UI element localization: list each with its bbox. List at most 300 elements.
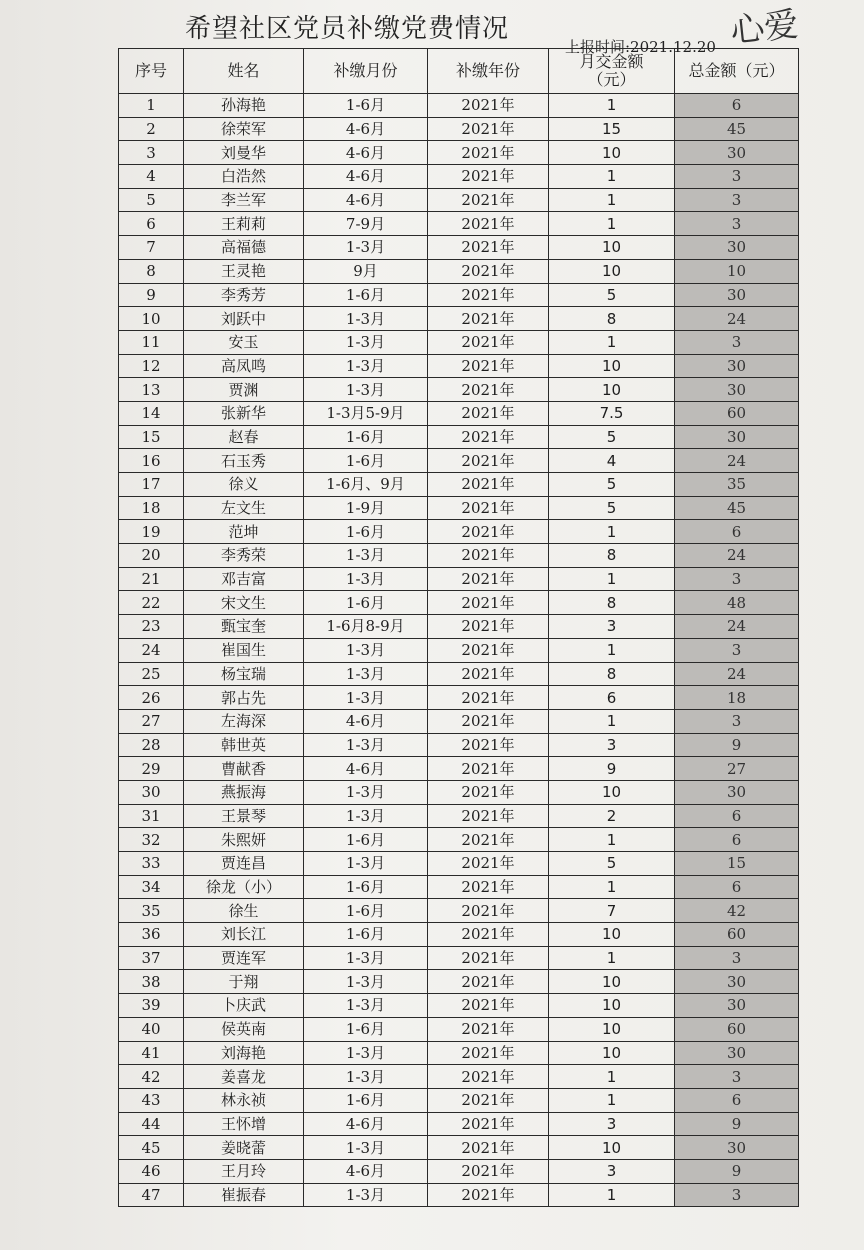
total-amount: 60 — [675, 923, 799, 947]
row-index: 30 — [119, 780, 184, 804]
row-index: 4 — [119, 165, 184, 189]
total-amount: 3 — [675, 638, 799, 662]
total-amount: 9 — [675, 733, 799, 757]
table-row — [119, 875, 799, 899]
monthly-amount: 1 — [549, 520, 675, 544]
monthly-amount: 5 — [549, 283, 675, 307]
row-index: 40 — [119, 1017, 184, 1041]
payment-year: 2021年 — [428, 994, 549, 1018]
monthly-amount: 10 — [549, 236, 675, 260]
payment-months: 1-3月 — [304, 946, 428, 970]
row-index: 33 — [119, 852, 184, 876]
monthly-amount: 1 — [549, 212, 675, 236]
table-row — [119, 165, 799, 189]
member-name: 甄宝奎 — [184, 615, 304, 639]
payment-year: 2021年 — [428, 804, 549, 828]
member-name: 朱熙妍 — [184, 828, 304, 852]
table-row — [119, 994, 799, 1018]
row-index: 16 — [119, 449, 184, 473]
payment-months: 1-6月 — [304, 875, 428, 899]
header-monthly-amount: 月交金额（元） — [549, 49, 675, 94]
payment-year: 2021年 — [428, 544, 549, 568]
payment-year: 2021年 — [428, 236, 549, 260]
payment-year: 2021年 — [428, 520, 549, 544]
table-row — [119, 544, 799, 568]
table-row — [119, 662, 799, 686]
member-name: 王灵艳 — [184, 259, 304, 283]
member-name: 安玉 — [184, 330, 304, 354]
table-row — [119, 733, 799, 757]
row-index: 28 — [119, 733, 184, 757]
total-amount: 3 — [675, 1065, 799, 1089]
row-index: 32 — [119, 828, 184, 852]
member-name: 高福德 — [184, 236, 304, 260]
member-name: 于翔 — [184, 970, 304, 994]
row-index: 42 — [119, 1065, 184, 1089]
member-name: 卜庆武 — [184, 994, 304, 1018]
table-row — [119, 1136, 799, 1160]
total-amount: 6 — [675, 804, 799, 828]
payment-months: 1-3月 — [304, 638, 428, 662]
monthly-amount: 3 — [549, 1112, 675, 1136]
payment-months: 1-6月 — [304, 449, 428, 473]
member-name: 左海深 — [184, 709, 304, 733]
member-name: 燕振海 — [184, 780, 304, 804]
table-row — [119, 852, 799, 876]
table-row — [119, 923, 799, 947]
payment-months: 1-6月 — [304, 94, 428, 118]
member-name: 贾渊 — [184, 378, 304, 402]
monthly-amount: 10 — [549, 1017, 675, 1041]
member-name: 刘长江 — [184, 923, 304, 947]
payment-year: 2021年 — [428, 165, 549, 189]
monthly-amount: 7.5 — [549, 401, 675, 425]
row-index: 47 — [119, 1183, 184, 1207]
member-name: 李兰军 — [184, 188, 304, 212]
row-index: 21 — [119, 567, 184, 591]
row-index: 8 — [119, 259, 184, 283]
monthly-amount: 10 — [549, 1136, 675, 1160]
monthly-amount: 1 — [549, 828, 675, 852]
member-name: 郭占先 — [184, 686, 304, 710]
total-amount: 3 — [675, 1183, 799, 1207]
payment-months: 4-6月 — [304, 188, 428, 212]
table-row — [119, 283, 799, 307]
monthly-amount: 4 — [549, 449, 675, 473]
monthly-amount: 5 — [549, 473, 675, 497]
monthly-amount: 10 — [549, 923, 675, 947]
total-amount: 6 — [675, 828, 799, 852]
total-amount: 24 — [675, 449, 799, 473]
total-amount: 30 — [675, 283, 799, 307]
payment-months: 1-6月 — [304, 899, 428, 923]
payment-year: 2021年 — [428, 615, 549, 639]
total-amount: 30 — [675, 378, 799, 402]
monthly-amount: 1 — [549, 1065, 675, 1089]
row-index: 34 — [119, 875, 184, 899]
row-index: 36 — [119, 923, 184, 947]
payment-months: 1-6月 — [304, 283, 428, 307]
table-row — [119, 94, 799, 118]
payment-year: 2021年 — [428, 852, 549, 876]
table-row — [119, 1112, 799, 1136]
payment-year: 2021年 — [428, 1136, 549, 1160]
payment-year: 2021年 — [428, 188, 549, 212]
row-index: 6 — [119, 212, 184, 236]
monthly-amount: 1 — [549, 1088, 675, 1112]
member-name: 杨宝瑞 — [184, 662, 304, 686]
payment-months: 4-6月 — [304, 141, 428, 165]
total-amount: 42 — [675, 899, 799, 923]
table-row — [119, 757, 799, 781]
row-index: 26 — [119, 686, 184, 710]
payment-year: 2021年 — [428, 259, 549, 283]
total-amount: 30 — [675, 994, 799, 1018]
row-index: 13 — [119, 378, 184, 402]
monthly-amount: 10 — [549, 259, 675, 283]
row-index: 25 — [119, 662, 184, 686]
row-index: 19 — [119, 520, 184, 544]
table-row — [119, 141, 799, 165]
monthly-amount: 3 — [549, 615, 675, 639]
fee-table — [118, 48, 799, 1207]
payment-months: 4-6月 — [304, 1159, 428, 1183]
payment-year: 2021年 — [428, 378, 549, 402]
payment-year: 2021年 — [428, 401, 549, 425]
payment-year: 2021年 — [428, 946, 549, 970]
payment-months: 1-3月 — [304, 994, 428, 1018]
payment-months: 1-3月 — [304, 1065, 428, 1089]
monthly-amount: 6 — [549, 686, 675, 710]
header-months: 补缴月份 — [304, 49, 428, 94]
total-amount: 3 — [675, 946, 799, 970]
total-amount: 30 — [675, 970, 799, 994]
member-name: 赵春 — [184, 425, 304, 449]
total-amount: 30 — [675, 354, 799, 378]
table-row — [119, 496, 799, 520]
table-row — [119, 401, 799, 425]
monthly-amount: 1 — [549, 946, 675, 970]
payment-year: 2021年 — [428, 591, 549, 615]
total-amount: 9 — [675, 1159, 799, 1183]
total-amount: 24 — [675, 307, 799, 331]
row-index: 1 — [119, 94, 184, 118]
table-header-row — [119, 49, 799, 94]
member-name: 左文生 — [184, 496, 304, 520]
payment-months: 1-3月 — [304, 544, 428, 568]
table-row — [119, 117, 799, 141]
payment-months: 1-6月 — [304, 591, 428, 615]
monthly-amount: 1 — [549, 330, 675, 354]
total-amount: 30 — [675, 141, 799, 165]
table-row — [119, 1065, 799, 1089]
total-amount: 24 — [675, 615, 799, 639]
table-row — [119, 236, 799, 260]
member-name: 林永祯 — [184, 1088, 304, 1112]
row-index: 23 — [119, 615, 184, 639]
monthly-amount: 7 — [549, 899, 675, 923]
member-name: 高凤鸣 — [184, 354, 304, 378]
member-name: 李秀芳 — [184, 283, 304, 307]
total-amount: 3 — [675, 709, 799, 733]
row-index: 43 — [119, 1088, 184, 1112]
payment-months: 1-3月 — [304, 307, 428, 331]
member-name: 张新华 — [184, 401, 304, 425]
table-row — [119, 970, 799, 994]
monthly-amount: 1 — [549, 1183, 675, 1207]
header-name: 姓名 — [184, 49, 304, 94]
member-name: 侯英南 — [184, 1017, 304, 1041]
payment-year: 2021年 — [428, 1112, 549, 1136]
total-amount: 30 — [675, 1136, 799, 1160]
table-row — [119, 1041, 799, 1065]
row-index: 44 — [119, 1112, 184, 1136]
payment-year: 2021年 — [428, 1183, 549, 1207]
payment-year: 2021年 — [428, 662, 549, 686]
total-amount: 3 — [675, 188, 799, 212]
monthly-amount: 5 — [549, 425, 675, 449]
total-amount: 3 — [675, 165, 799, 189]
member-name: 徐荣军 — [184, 117, 304, 141]
payment-year: 2021年 — [428, 1065, 549, 1089]
payment-months: 1-3月 — [304, 804, 428, 828]
total-amount: 30 — [675, 1041, 799, 1065]
monthly-amount: 8 — [549, 307, 675, 331]
payment-months: 4-6月 — [304, 1112, 428, 1136]
payment-year: 2021年 — [428, 1041, 549, 1065]
payment-year: 2021年 — [428, 354, 549, 378]
payment-months: 1-6月 — [304, 520, 428, 544]
member-name: 崔国生 — [184, 638, 304, 662]
row-index: 45 — [119, 1136, 184, 1160]
payment-year: 2021年 — [428, 638, 549, 662]
document-title: 希望社区党员补缴党费情况 — [185, 14, 510, 44]
row-index: 31 — [119, 804, 184, 828]
member-name: 王怀增 — [184, 1112, 304, 1136]
row-index: 9 — [119, 283, 184, 307]
row-index: 24 — [119, 638, 184, 662]
header-index: 序号 — [119, 49, 184, 94]
payment-months: 1-3月 — [304, 330, 428, 354]
monthly-amount: 1 — [549, 567, 675, 591]
payment-year: 2021年 — [428, 899, 549, 923]
total-amount: 60 — [675, 1017, 799, 1041]
payment-months: 9月 — [304, 259, 428, 283]
payment-months: 1-3月 — [304, 1136, 428, 1160]
row-index: 14 — [119, 401, 184, 425]
monthly-amount: 1 — [549, 188, 675, 212]
monthly-amount: 10 — [549, 354, 675, 378]
row-index: 5 — [119, 188, 184, 212]
row-index: 35 — [119, 899, 184, 923]
payment-months: 1-6月8-9月 — [304, 615, 428, 639]
total-amount: 6 — [675, 1088, 799, 1112]
row-index: 10 — [119, 307, 184, 331]
total-amount: 30 — [675, 780, 799, 804]
total-amount: 15 — [675, 852, 799, 876]
member-name: 贾连昌 — [184, 852, 304, 876]
payment-year: 2021年 — [428, 1159, 549, 1183]
header-total-amount: 总金额（元） — [675, 49, 799, 94]
table-row — [119, 828, 799, 852]
monthly-amount: 1 — [549, 638, 675, 662]
member-name: 崔振春 — [184, 1183, 304, 1207]
payment-year: 2021年 — [428, 141, 549, 165]
table-row — [119, 212, 799, 236]
table-row — [119, 567, 799, 591]
report-time: 上报时间:2021.12.20 — [565, 38, 716, 56]
row-index: 3 — [119, 141, 184, 165]
total-amount: 6 — [675, 520, 799, 544]
total-amount: 3 — [675, 212, 799, 236]
table-row — [119, 1017, 799, 1041]
monthly-amount: 10 — [549, 994, 675, 1018]
payment-year: 2021年 — [428, 733, 549, 757]
payment-months: 1-3月 — [304, 354, 428, 378]
total-amount: 6 — [675, 94, 799, 118]
member-name: 王月玲 — [184, 1159, 304, 1183]
payment-year: 2021年 — [428, 212, 549, 236]
member-name: 韩世英 — [184, 733, 304, 757]
row-index: 29 — [119, 757, 184, 781]
monthly-amount: 3 — [549, 733, 675, 757]
payment-months: 1-6月 — [304, 1017, 428, 1041]
payment-year: 2021年 — [428, 567, 549, 591]
table-body — [119, 94, 799, 1207]
monthly-amount: 5 — [549, 496, 675, 520]
total-amount: 60 — [675, 401, 799, 425]
payment-year: 2021年 — [428, 970, 549, 994]
payment-year: 2021年 — [428, 283, 549, 307]
member-name: 邓吉富 — [184, 567, 304, 591]
payment-months: 1-6月 — [304, 923, 428, 947]
payment-months: 4-6月 — [304, 757, 428, 781]
table-row — [119, 804, 799, 828]
member-name: 李秀荣 — [184, 544, 304, 568]
monthly-amount: 8 — [549, 662, 675, 686]
row-index: 27 — [119, 709, 184, 733]
monthly-amount: 10 — [549, 970, 675, 994]
payment-year: 2021年 — [428, 828, 549, 852]
row-index: 22 — [119, 591, 184, 615]
member-name: 徐生 — [184, 899, 304, 923]
payment-year: 2021年 — [428, 780, 549, 804]
total-amount: 30 — [675, 236, 799, 260]
member-name: 宋文生 — [184, 591, 304, 615]
row-index: 15 — [119, 425, 184, 449]
table-row — [119, 780, 799, 804]
table-row — [119, 378, 799, 402]
member-name: 刘曼华 — [184, 141, 304, 165]
monthly-amount: 8 — [549, 591, 675, 615]
payment-year: 2021年 — [428, 94, 549, 118]
payment-months: 1-3月 — [304, 852, 428, 876]
member-name: 王景琴 — [184, 804, 304, 828]
table-row — [119, 330, 799, 354]
payment-year: 2021年 — [428, 1017, 549, 1041]
table-row — [119, 473, 799, 497]
total-amount: 9 — [675, 1112, 799, 1136]
payment-year: 2021年 — [428, 449, 549, 473]
monthly-amount: 3 — [549, 1159, 675, 1183]
table-row — [119, 1183, 799, 1207]
table-row — [119, 425, 799, 449]
payment-months: 1-3月 — [304, 780, 428, 804]
member-name: 孙海艳 — [184, 94, 304, 118]
row-index: 20 — [119, 544, 184, 568]
payment-months: 1-3月 — [304, 236, 428, 260]
payment-year: 2021年 — [428, 757, 549, 781]
payment-months: 4-6月 — [304, 117, 428, 141]
total-amount: 6 — [675, 875, 799, 899]
payment-months: 1-3月 — [304, 1183, 428, 1207]
payment-months: 7-9月 — [304, 212, 428, 236]
total-amount: 30 — [675, 425, 799, 449]
payment-year: 2021年 — [428, 709, 549, 733]
payment-year: 2021年 — [428, 117, 549, 141]
payment-year: 2021年 — [428, 686, 549, 710]
member-name: 石玉秀 — [184, 449, 304, 473]
payment-year: 2021年 — [428, 923, 549, 947]
payment-months: 1-3月 — [304, 567, 428, 591]
total-amount: 18 — [675, 686, 799, 710]
member-name: 刘跃中 — [184, 307, 304, 331]
member-name: 白浩然 — [184, 165, 304, 189]
table-row — [119, 259, 799, 283]
payment-months: 1-6月 — [304, 1088, 428, 1112]
row-index: 41 — [119, 1041, 184, 1065]
payment-months: 1-6月 — [304, 828, 428, 852]
member-name: 曹献香 — [184, 757, 304, 781]
monthly-amount: 10 — [549, 780, 675, 804]
row-index: 46 — [119, 1159, 184, 1183]
row-index: 17 — [119, 473, 184, 497]
payment-year: 2021年 — [428, 425, 549, 449]
member-name: 姜喜龙 — [184, 1065, 304, 1089]
payment-year: 2021年 — [428, 875, 549, 899]
row-index: 12 — [119, 354, 184, 378]
member-name: 徐龙（小） — [184, 875, 304, 899]
table-row — [119, 520, 799, 544]
total-amount: 45 — [675, 117, 799, 141]
table-row — [119, 449, 799, 473]
payment-months: 1-9月 — [304, 496, 428, 520]
payment-months: 1-6月 — [304, 425, 428, 449]
table-row — [119, 615, 799, 639]
table-row — [119, 1159, 799, 1183]
row-index: 2 — [119, 117, 184, 141]
payment-months: 1-3月 — [304, 378, 428, 402]
payment-months: 1-3月 — [304, 1041, 428, 1065]
table-row — [119, 686, 799, 710]
row-index: 38 — [119, 970, 184, 994]
monthly-amount: 8 — [549, 544, 675, 568]
total-amount: 24 — [675, 544, 799, 568]
total-amount: 3 — [675, 330, 799, 354]
monthly-amount: 2 — [549, 804, 675, 828]
table-row — [119, 591, 799, 615]
total-amount: 27 — [675, 757, 799, 781]
monthly-amount: 15 — [549, 117, 675, 141]
member-name: 刘海艳 — [184, 1041, 304, 1065]
total-amount: 35 — [675, 473, 799, 497]
payment-months: 1-3月 — [304, 662, 428, 686]
member-name: 王莉莉 — [184, 212, 304, 236]
monthly-amount: 5 — [549, 852, 675, 876]
payment-months: 1-3月 — [304, 733, 428, 757]
monthly-amount: 10 — [549, 378, 675, 402]
total-amount: 24 — [675, 662, 799, 686]
